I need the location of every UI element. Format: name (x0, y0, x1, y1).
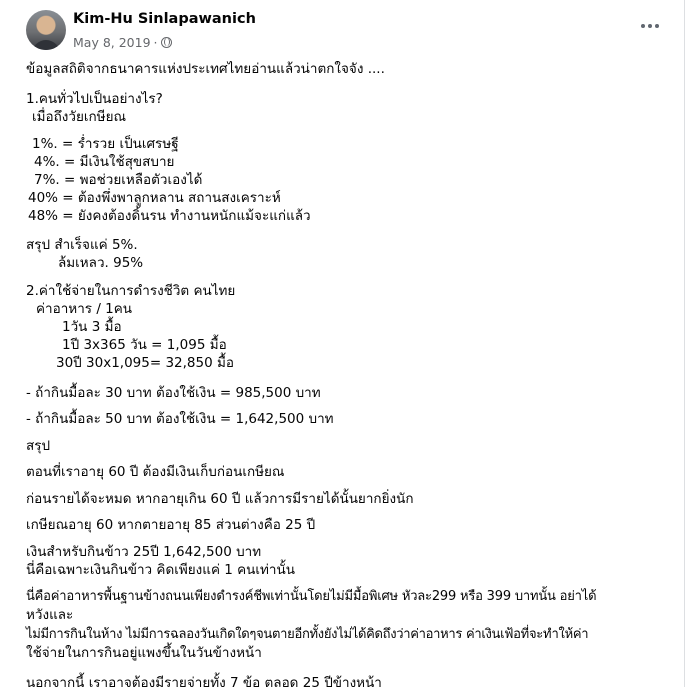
text-line: ก่อนรายได้จะหมด หากอายุเกิน 60 ปี แล้วการมีรายได้นั้นยากยิ่งนัก (26, 491, 414, 507)
avatar[interactable] (26, 10, 66, 50)
text-line: เมื่อถึงวัยเกษียณ (32, 109, 126, 125)
post-meta (73, 35, 172, 50)
text-line: 1ปี 3x365 วัน = 1,095 มื้อ (62, 337, 227, 353)
text-line: ตอนที่เราอายุ 60 ปี ต้องมีเงินเก็บก่อนเกษียณ (26, 464, 285, 480)
post-date[interactable]: May 8, 2019 (73, 35, 151, 50)
text-line: 40% = ต้องพึ่งพาลูกหลาน สถานสงเคราะห์ (28, 190, 281, 206)
text-line: นี่คือค่าอาหารพื้นฐานข้างถนนเพียงดำรงค์ชีพเท่านั้นโดยไม่มีมื้อพิเศษ หัวละ299 หรือ 399 บาทนั้น อย่าได้ (26, 589, 597, 604)
text-line: หวังและ (26, 607, 74, 623)
text-line: 48% = ยังคงต้องดิ้นรน ทำงานหนักแม้จะแก่แล้ว (28, 208, 311, 224)
meta-separator: · (153, 35, 158, 50)
text-line: 1%. = ร่ำรวย เป็นเศรษฐี (32, 136, 179, 152)
text-line: นอกจากนี้ เราอาจต้องมีรายจ่ายทั้ง 7 ข้อ ตลอด 25 ปีข้างหน้า (26, 675, 382, 687)
author-name[interactable]: Kim-Hu Sinlapawanich (73, 11, 256, 27)
text-line: 7%. = พอช่วยเหลือตัวเองได้ (34, 172, 203, 188)
text-line: 1วัน 3 มื้อ (62, 319, 122, 335)
text-line: 4%. = มีเงินใช้สุขสบาย (34, 154, 175, 170)
text-line: เงินสำหรับกินข้าว 25ปี 1,642,500 บาท (26, 544, 262, 560)
text-line: - ถ้ากินมื้อละ 50 บาท ต้องใช้เงิน = 1,642,500 บาท (26, 411, 334, 427)
globe-icon (161, 37, 172, 48)
text-line: ล้มเหลว. 95% (58, 255, 144, 271)
text-line: สรุป สำเร็จแค่ 5%. (26, 237, 138, 253)
text-line: 30ปี 30x1,095= 32,850 มื้อ (56, 355, 234, 371)
text-line: 2.ค่าใช้จ่ายในการดำรงชีวิต คนไทย (26, 283, 236, 299)
text-line: สรุป (26, 438, 51, 454)
text-line: เกษียณอายุ 60 หากตายอายุ 85 ส่วนต่างคือ 25 ปี (26, 517, 316, 533)
text-line: 1.คนทั่วไปเป็นอย่างไร? (26, 91, 163, 107)
text-line: ข้อมูลสถิติจากธนาคารแห่งประเทศไทยอ่านแล้วน่าตกใจจัง .... (26, 61, 385, 77)
text-line: นี่คือเฉพาะเงินกินข้าว คิดเพียงแค่ 1 คนเท่านั้น (26, 562, 295, 578)
more-horizontal-icon (641, 24, 645, 28)
text-line: ค่าอาหาร / 1คน (36, 301, 133, 317)
text-line: - ถ้ากินมื้อละ 30 บาท ต้องใช้เงิน = 985,500 บาท (26, 385, 321, 401)
more-options-button[interactable] (636, 16, 664, 36)
post-header (26, 10, 664, 54)
text-line: ใช้จ่ายในการกินอยู่แพงขึ้นในวันข้างหน้า (26, 645, 262, 661)
text-line: ไม่มีการกินในห้าง ไม่มีการฉลองวันเกิดใดๆจนตายอีกทั้งยังไม่ได้คิดถึงว่าค่าอาหาร ค่าเงินเฟ้อที่จะทำให้ค่า (26, 627, 589, 642)
